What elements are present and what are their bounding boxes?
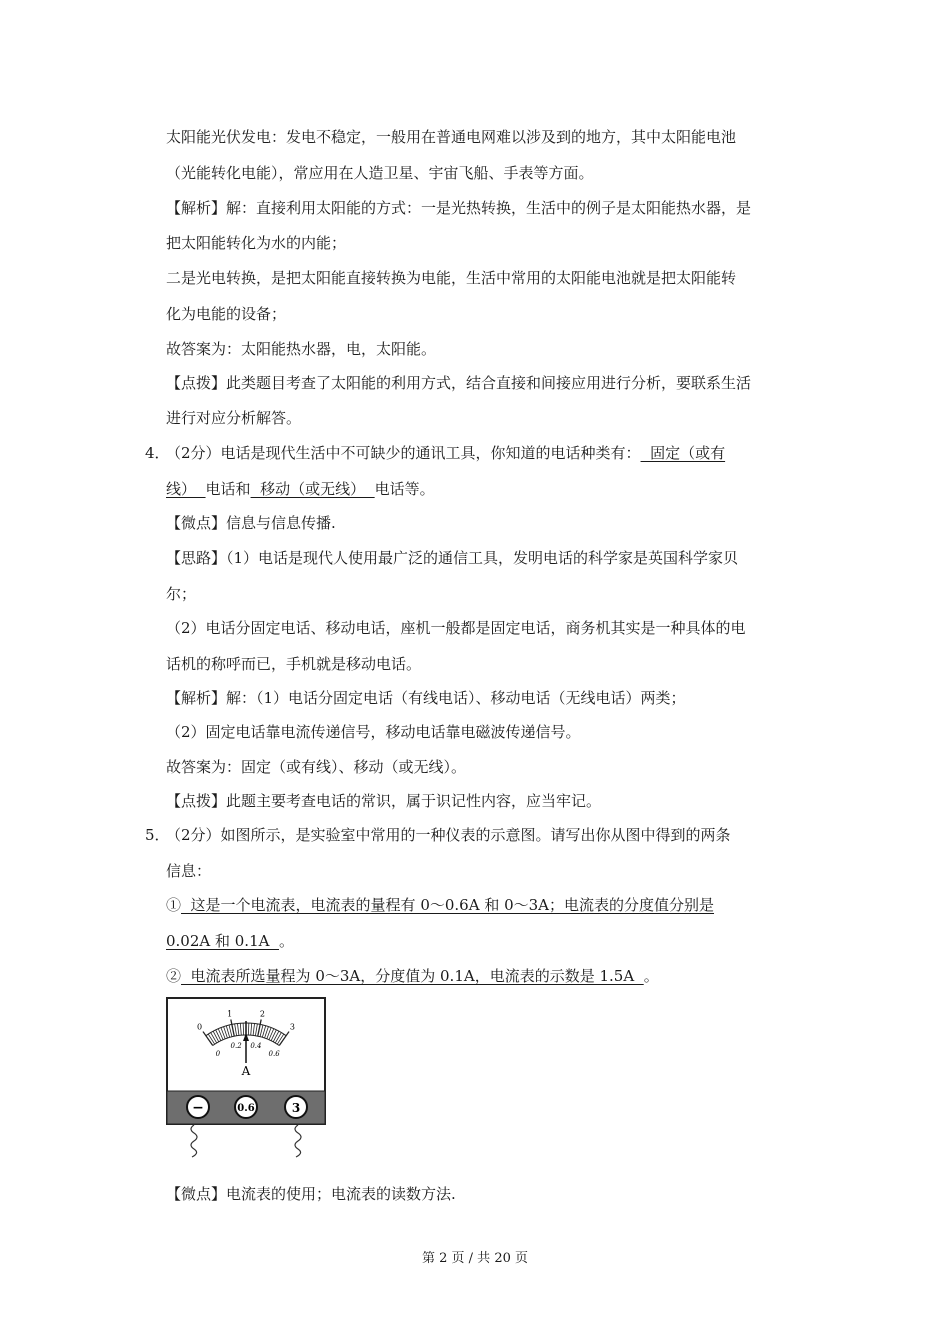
ammeter-figure bbox=[166, 997, 328, 1159]
terminal-0.6-label: 0.6 bbox=[237, 1103, 255, 1114]
answer-1-mark: ① bbox=[166, 896, 182, 914]
answer-blank-2: 移动（或无线） bbox=[250, 480, 375, 498]
silu-line-1: 【思路】（1）电话是现代人使用最广泛的通信工具，发明电话的科学家是英国科学家贝 bbox=[166, 549, 739, 567]
question-4-stem-cont bbox=[166, 479, 435, 499]
silu-line-4: 话机的称呼而已，手机就是移动电话。 bbox=[166, 655, 422, 673]
answer-1-blank: 这是一个电流表，电流表的量程有 0～0.6A 和 0～3A；电流表的分度值分别是 bbox=[181, 896, 715, 914]
stem-text: 电话和 bbox=[205, 480, 251, 498]
ammeter-unit-label: A bbox=[241, 1064, 251, 1078]
wire-left bbox=[191, 1125, 197, 1157]
terminal-3[interactable] bbox=[285, 1096, 307, 1118]
answer-2-line bbox=[166, 966, 659, 986]
text-line-9: 进行对应分析解答。 bbox=[166, 409, 302, 427]
answer-2-blank: 电流表所选量程为 0～3A，分度值为 0.1A，电流表的示数是 1.5A bbox=[181, 967, 644, 985]
text-line-4: 把太阳能转化为水的内能； bbox=[166, 234, 347, 252]
answer-1-line-cont bbox=[166, 931, 294, 951]
dianbo-line: 【点拨】此题主要考查电话的常识，属于识记性内容，应当牢记。 bbox=[166, 792, 602, 810]
wire-right bbox=[295, 1125, 301, 1157]
answer-2-end: 。 bbox=[643, 967, 659, 985]
jiexi-paragraph: 【解析】解：直接利用太阳能的方式：一是光热转换，生活中的例子是太阳能热水器，是 bbox=[166, 199, 752, 217]
scale-label-upper: 0 bbox=[196, 1022, 203, 1032]
answer-1-line bbox=[166, 895, 714, 915]
text-line-2: （光能转化电能），常应用在人造卫星、宇宙飞船、手表等方面。 bbox=[166, 164, 594, 182]
answer-line: 故答案为：太阳能热水器，电，太阳能。 bbox=[166, 340, 437, 358]
scale-label-upper: 1 bbox=[227, 1009, 233, 1019]
answer-1-end: 。 bbox=[279, 932, 295, 950]
terminal-0.6[interactable] bbox=[235, 1096, 257, 1118]
silu-line-2: 尔； bbox=[166, 585, 197, 603]
question-number: 4． bbox=[145, 444, 170, 462]
page-footer: 第 2 页 / 共 20 页 bbox=[422, 1251, 528, 1266]
weidian-line: 【微点】电流表的使用；电流表的读数方法. bbox=[166, 1185, 456, 1203]
terminal-negative[interactable] bbox=[187, 1096, 209, 1118]
dianbo-paragraph: 【点拨】此类题目考查了太阳能的利用方式，结合直接和间接应用进行分析，要联系生活 bbox=[166, 374, 752, 392]
answer-line: 故答案为：固定（或有线）、移动（或无线）。 bbox=[166, 758, 467, 776]
question-number: 5． bbox=[145, 826, 170, 844]
question-5-stem: （2分）如图所示，是实验室中常用的一种仪表的示意图。请写出你从图中得到的两条 bbox=[166, 826, 731, 844]
scale-label-lower: 0 bbox=[215, 1049, 221, 1058]
scale-label-upper: 2 bbox=[259, 1009, 265, 1019]
text-line-6: 化为电能的设备； bbox=[166, 305, 287, 323]
scale-label-upper: 3 bbox=[289, 1022, 296, 1032]
terminal-negative-label: − bbox=[192, 1100, 204, 1116]
answer-blank-1: 固定（或有 bbox=[640, 444, 726, 462]
answer-2-mark: ② bbox=[166, 967, 182, 985]
silu-line-3: （2）电话分固定电话、移动电话，座机一般都是固定电话，商务机其实是一种具体的电 bbox=[166, 619, 746, 637]
stem-text: 电话等。 bbox=[374, 480, 435, 498]
text-line-1: 太阳能光伏发电：发电不稳定，一般用在普通电网难以涉及到的地方，其中太阳能电池 bbox=[166, 128, 737, 146]
scale-label-lower: 0.4 bbox=[250, 1042, 262, 1051]
stem-text: （2分）电话是现代生活中不可缺少的通讯工具，你知道的电话种类有： bbox=[166, 444, 641, 462]
question-4-stem bbox=[166, 443, 725, 463]
jiexi-line-1: 【解析】解：（1）电话分固定电话（有线电话）、移动电话（无线电话）两类； bbox=[166, 689, 686, 707]
answer-blank-1-cont: 线） bbox=[166, 480, 206, 498]
terminal-3-label: 3 bbox=[291, 1101, 301, 1115]
jiexi-line-2: （2）固定电话靠电流传递信号，移动电话靠电磁波传递信号。 bbox=[166, 723, 581, 741]
scale-label-lower: 0.6 bbox=[268, 1049, 280, 1058]
text-line-5: 二是光电转换，是把太阳能直接转换为电能，生活中常用的太阳能电池就是把太阳能转 bbox=[166, 269, 737, 287]
scale-label-lower: 0.2 bbox=[230, 1042, 242, 1051]
weidian-line: 【微点】信息与信息传播. bbox=[166, 514, 336, 532]
answer-1-blank-cont: 0.02A 和 0.1A bbox=[166, 932, 279, 950]
question-5-stem-cont: 信息： bbox=[166, 862, 212, 880]
